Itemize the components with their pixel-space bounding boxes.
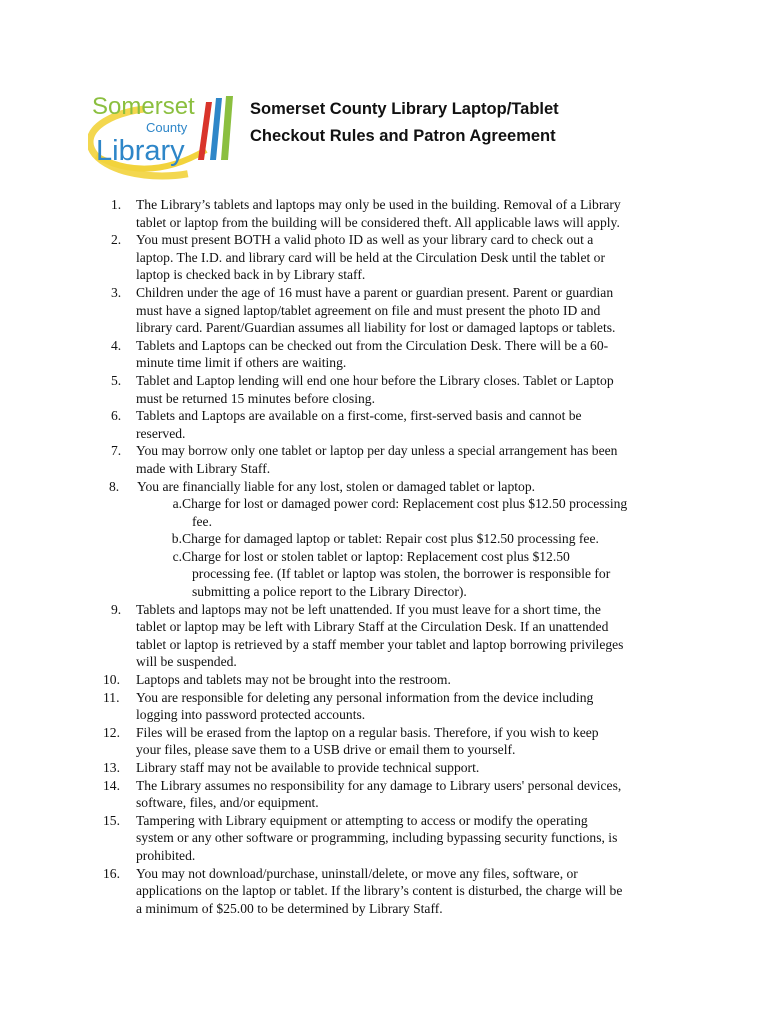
library-logo [88, 88, 238, 180]
rule-text-line: Laptops and tablets may not be brought into the restroom. [136, 672, 451, 688]
rule-text-line: Library staff may not be available to provide technical support. [136, 760, 480, 775]
logo-word-library: Library [96, 135, 185, 167]
rules-list [103, 196, 693, 917]
rule-number: 15. [103, 812, 120, 828]
rule-text-line: Children under the age of 16 must have a parent or guardian present. Parent or guardian [136, 284, 614, 300]
rule-number: 12. [103, 724, 120, 740]
rule-text [136, 231, 693, 284]
rule-text-line: reserved. [136, 425, 186, 441]
rule-number: 1. [111, 197, 122, 212]
rule-item [103, 284, 693, 337]
rule-text-line: Tablet and Laptop lending will end one hour before the Library closes. Tablet or Laptop [136, 372, 614, 388]
title-line-2: Checkout Rules and Patron Agreement [250, 127, 556, 145]
rule-text-line: minute time limit if others are waiting. [136, 355, 347, 371]
rule-item [103, 372, 693, 407]
rule-item [103, 337, 693, 372]
rule-text-line: system or any other software or programming, including bypassing security functions, is [136, 830, 618, 846]
rule-text [136, 442, 693, 477]
rule-item [103, 689, 693, 724]
rule-text-line: prohibited. [136, 847, 196, 863]
sub-rule-item [103, 530, 693, 548]
sub-rule-item [103, 495, 693, 530]
rule-item [103, 407, 693, 442]
rule-text [136, 777, 693, 812]
rule-text-line: tablet or laptop may be left with Library Staff at the Circulation Desk. If an unattended [136, 619, 609, 635]
rule-text-line: laptop is checked back in by Library staff. [136, 267, 366, 283]
rule-text-line: The Library’s tablets and laptops may only be used in the building. Removal of a Library [136, 197, 621, 212]
sub-rule-text-line: submitting a police report to the Library Director). [192, 584, 467, 600]
document-title [250, 96, 559, 150]
rule-text-line: Tablets and Laptops can be checked out from the Circulation Desk. There will be a 60- [136, 337, 609, 353]
title-line-1: Somerset County Library Laptop/Tablet [250, 100, 559, 118]
sub-rule-item [103, 548, 693, 601]
rule-text-line: You must present BOTH a valid photo ID as well as your library card to check out a [136, 232, 594, 248]
rule-number: 7. [111, 443, 122, 459]
sub-rule-text [182, 548, 693, 601]
rule-text [136, 196, 693, 231]
rule-text [136, 759, 693, 777]
rule-text-line: applications on the laptop or tablet. If the library’s content is disturbed, the charge will be [136, 883, 623, 899]
rule-text [136, 337, 693, 372]
rule-item [103, 865, 693, 918]
rule-text-line: your files, please save them to a USB drive or email them to yourself. [136, 742, 516, 758]
rule-number: 8. [109, 478, 120, 494]
rule-text [136, 671, 693, 689]
sub-rule-text-line: fee. [192, 513, 212, 529]
rule-item [103, 777, 693, 812]
rule-text-line: You may borrow only one tablet or laptop per day unless a special arrangement has been [136, 443, 618, 459]
sub-rule-letter: c. [172, 548, 182, 564]
rule-item [103, 759, 693, 777]
sub-rule-letter: b. [171, 531, 182, 547]
rule-number: 4. [111, 337, 122, 353]
rule-text-line: will be suspended. [136, 654, 237, 670]
rule-text [136, 724, 693, 759]
rule-text-line: must have a signed laptop/tablet agreement on file and must present the photo ID and [136, 302, 601, 318]
rule-number: 9. [111, 601, 122, 617]
rule-number: 13. [103, 760, 120, 775]
rule-item [103, 724, 693, 759]
rule-number: 5. [111, 372, 122, 388]
logo-word-county: County [146, 120, 188, 135]
rule-text [137, 478, 693, 496]
sub-rule-letter: a. [172, 496, 182, 512]
rule-number: 6. [111, 408, 122, 424]
sub-rule-text [182, 495, 693, 530]
logo-word-somerset: Somerset [92, 93, 195, 120]
rule-item [103, 231, 693, 284]
sub-rule-text-line: Charge for lost or damaged power cord: Replacement cost plus $12.50 processing [182, 496, 628, 512]
sub-rule-text-line: Charge for damaged laptop or tablet: Repair cost plus $12.50 processing fee. [182, 531, 599, 547]
rule-number: 14. [103, 777, 120, 793]
rule-text-line: You are financially liable for any lost, stolen or damaged tablet or laptop. [137, 478, 536, 494]
rule-text-line: Tampering with Library equipment or attempting to access or modify the operating [136, 812, 588, 828]
rule-text [136, 284, 693, 337]
rule-text-line: The Library assumes no responsibility for any damage to Library users' personal devices, [136, 777, 622, 793]
sub-rule-text [182, 530, 693, 548]
rule-text [136, 689, 693, 724]
rule-text-line: logging into password protected accounts. [136, 707, 366, 723]
rule-text-line: software, files, and/or equipment. [136, 795, 319, 811]
rule-text-line: Files will be erased from the laptop on a regular basis. Therefore, if you wish to keep [136, 724, 599, 740]
rule-item [103, 442, 693, 477]
rule-number: 10. [103, 672, 120, 688]
rule-text-line: Tablets and laptops may not be left unattended. If you must leave for a short time, the [136, 601, 601, 617]
rule-text [136, 407, 693, 442]
rule-text-line: made with Library Staff. [136, 460, 271, 476]
rule-text [136, 601, 693, 671]
rule-text-line: You may not download/purchase, uninstall/delete, or move any files, software, or [136, 865, 578, 881]
rule-item [103, 671, 693, 689]
rule-item [103, 812, 693, 865]
rule-text [136, 372, 693, 407]
rule-text-line: laptop. The I.D. and library card will be held at the Circulation Desk until the tablet or [136, 249, 605, 265]
sub-rule-text-line: Charge for lost or stolen tablet or laptop: Replacement cost plus $12.50 [182, 548, 570, 564]
rule-item [103, 601, 693, 671]
rule-number: 2. [111, 232, 122, 248]
rule-number: 3. [111, 284, 122, 300]
rule-text-line: library card. Parent/Guardian assumes all liability for lost or damaged laptops or tablets. [136, 320, 616, 336]
rule-text-line: Tablets and Laptops are available on a first-come, first-served basis and cannot be [136, 408, 582, 424]
rule-text-line: tablet or laptop from the building will be considered theft. All applicable laws will apply. [136, 214, 620, 230]
rule-text-line: must be returned 15 minutes before closing. [136, 390, 375, 406]
rule-text-line: a minimum of $25.00 to be determined by Library Staff. [136, 900, 443, 916]
rule-text [136, 865, 693, 918]
rule-item [103, 478, 693, 496]
rule-number: 11. [103, 689, 120, 705]
rule-text-line: You are responsible for deleting any personal information from the device including [136, 689, 594, 705]
rule-text [136, 812, 693, 865]
rule-item [103, 196, 693, 231]
sub-rule-text-line: processing fee. (If tablet or laptop was stolen, the borrower is responsible for [192, 566, 611, 582]
logo-book-bars-icon [198, 96, 233, 160]
rule-text-line: tablet or laptop is retrieved by a staff member your tablet and laptop borrowing privileges [136, 636, 624, 652]
rule-number: 16. [103, 865, 120, 881]
